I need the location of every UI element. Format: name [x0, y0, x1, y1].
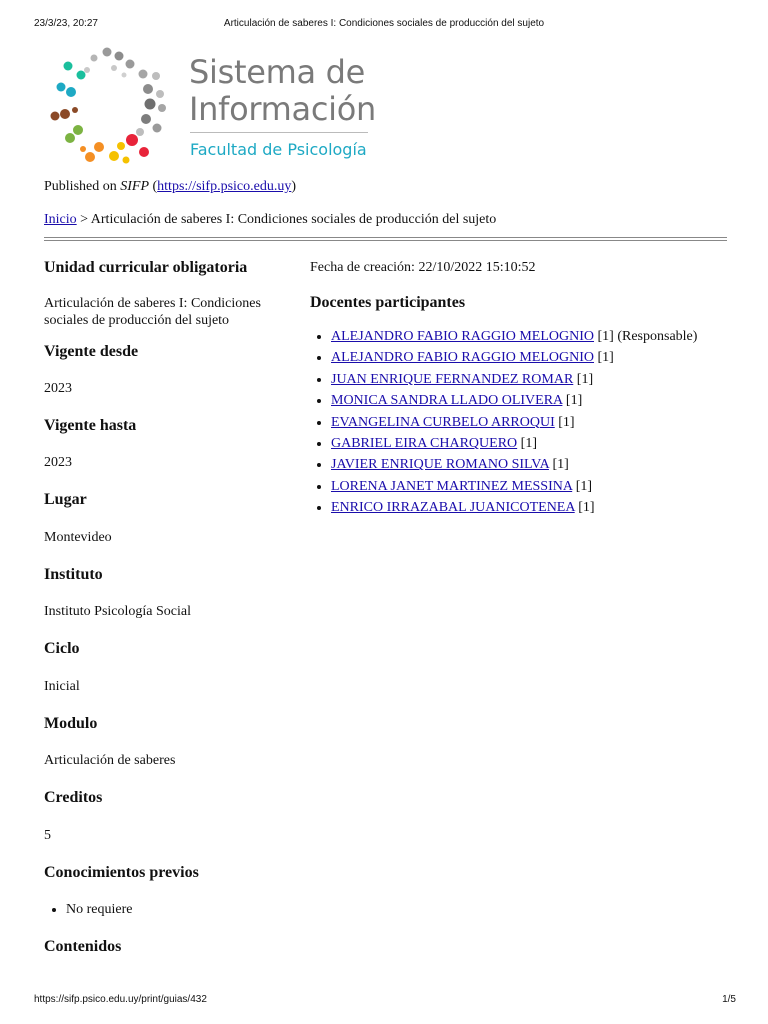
field-label-contenidos: Contenidos	[44, 938, 122, 955]
docente-link[interactable]: ALEJANDRO FABIO RAGGIO MELOGNIO	[331, 329, 595, 344]
docente-suffix: [1]	[594, 350, 614, 366]
docente-suffix: [1]	[554, 414, 575, 430]
conocimientos-list	[44, 901, 296, 918]
logo-title-line2: Información	[189, 90, 376, 128]
list-item	[331, 326, 740, 347]
list-item	[331, 412, 740, 433]
published-open: (	[149, 179, 158, 194]
field-value-vigente-desde: 2023	[44, 381, 72, 396]
docente-suffix: [1]	[573, 371, 594, 387]
field-label-ciclo: Ciclo	[44, 640, 80, 657]
docente-link[interactable]: EVANGELINA CURBELO ARROQUI	[331, 414, 555, 430]
field-value-vigente-hasta: 2023	[44, 455, 72, 470]
docente-suffix: [1]	[517, 436, 537, 452]
list-item	[331, 390, 740, 411]
published-prefix: Published on	[44, 179, 121, 194]
breadcrumb-home-link[interactable]: Inicio	[44, 212, 77, 227]
published-on-line	[44, 179, 296, 195]
list-item: • No requiere	[66, 901, 296, 918]
list-item	[331, 476, 740, 497]
field-label-instituto: Instituto	[44, 566, 103, 583]
field-label-conocimientos: Conocimientos previos	[44, 864, 199, 881]
list-item	[331, 433, 740, 454]
docente-link[interactable]: ENRICO IRRAZABAL JUANICOTENEA	[331, 500, 575, 516]
header-divider	[44, 237, 727, 241]
field-label-unidad: Unidad curricular obligatoria	[44, 259, 248, 276]
sifp-logo	[44, 42, 374, 176]
creation-date: Fecha de creación: 22/10/2022 15:10:52	[310, 260, 536, 275]
docente-link[interactable]: LORENA JANET MARTINEZ MESSINA	[331, 478, 573, 494]
field-label-lugar: Lugar	[44, 491, 87, 508]
docente-link[interactable]: JUAN ENRIQUE FERNANDEZ ROMAR	[331, 371, 574, 387]
field-value-unidad: Articulación de saberes I: Condiciones sociales de producción del sujeto	[44, 296, 261, 328]
list-item	[331, 347, 740, 368]
field-label-vigente-hasta: Vigente hasta	[44, 417, 137, 434]
field-value-ciclo: Inicial	[44, 679, 80, 694]
field-value-modulo: Articulación de saberes	[44, 753, 176, 768]
docente-link[interactable]: JAVIER ENRIQUE ROMANO SILVA	[331, 457, 549, 473]
list-item	[331, 497, 740, 518]
logo-subtitle: Facultad de Psicología	[190, 140, 367, 159]
breadcrumb	[44, 212, 496, 228]
breadcrumb-separator: >	[76, 212, 91, 227]
print-url: https://sifp.psico.edu.uy/print/guias/432	[34, 994, 207, 1005]
logo-divider	[190, 132, 368, 133]
field-label-creditos: Creditos	[44, 789, 103, 806]
docentes-heading: Docentes participantes	[310, 294, 466, 311]
field-label-vigente-desde: Vigente desde	[44, 343, 139, 360]
docente-link[interactable]: MONICA SANDRA LLADO OLIVERA	[331, 393, 563, 409]
dots-logo-graphic	[44, 42, 174, 176]
published-site: SIFP	[120, 179, 149, 194]
page-number: 1/5	[722, 994, 736, 1005]
published-close: )	[291, 179, 297, 194]
docente-suffix: [1]	[548, 457, 569, 473]
print-datetime: 23/3/23, 20:27	[34, 18, 98, 29]
print-title: Articulación de saberes I: Condiciones sociales de producción del sujeto	[223, 18, 545, 29]
list-item	[331, 369, 740, 390]
docente-link[interactable]: ALEJANDRO FABIO RAGGIO MELOGNIO	[331, 350, 595, 366]
docente-suffix: [1]	[574, 500, 595, 516]
list-item	[331, 454, 740, 475]
docente-link[interactable]: GABRIEL EIRA CHARQUERO	[331, 436, 518, 452]
docente-suffix: [1]	[562, 393, 583, 409]
docentes-list	[310, 326, 740, 519]
field-value-creditos: 5	[44, 828, 51, 843]
course-fields	[44, 257, 296, 958]
field-label-modulo: Modulo	[44, 715, 98, 732]
logo-title-line1: Sistema de	[189, 53, 366, 91]
docente-suffix: [1]	[572, 478, 593, 494]
site-url-link[interactable]: https://sifp.psico.edu.uy	[157, 179, 292, 194]
field-value-instituto: Instituto Psicología Social	[44, 604, 191, 619]
right-column	[310, 259, 740, 519]
breadcrumb-current: Articulación de saberes I: Condiciones sociales de producción del sujeto	[90, 212, 497, 227]
docente-suffix: [1] (Responsable)	[594, 329, 698, 344]
field-value-lugar: Montevideo	[44, 530, 112, 545]
